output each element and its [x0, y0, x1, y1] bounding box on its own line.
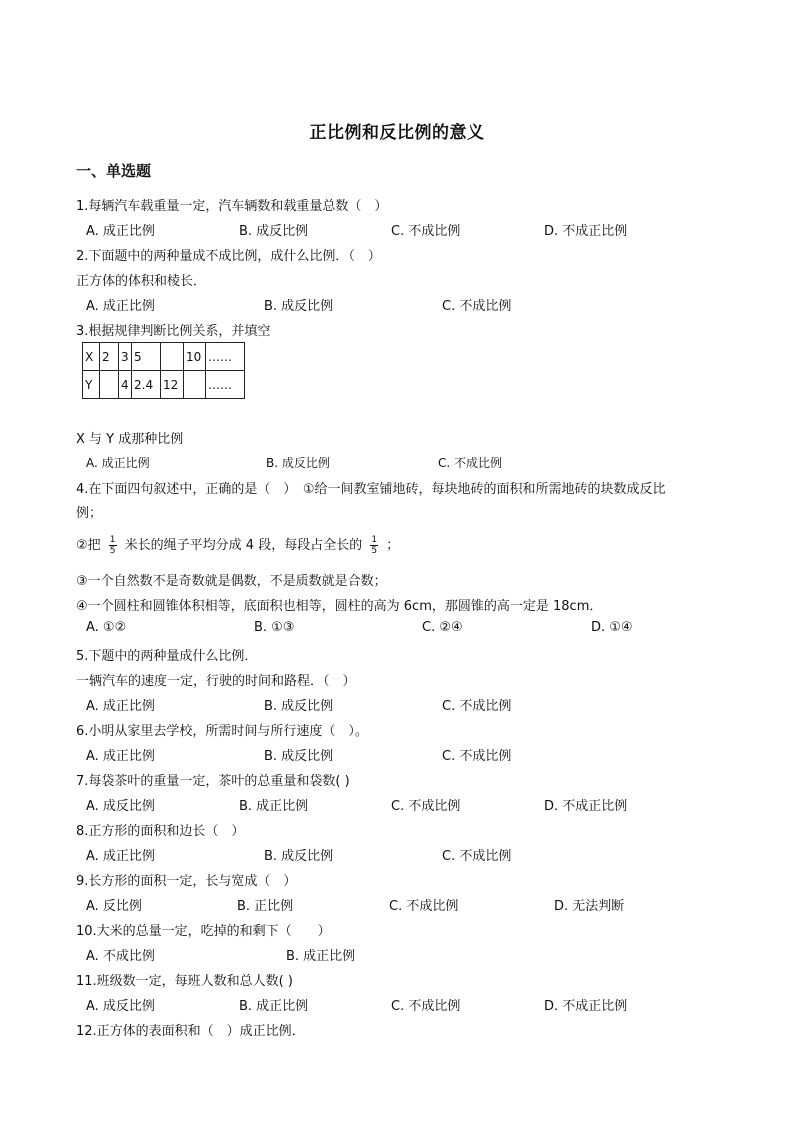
question-12: 12.正方体的表面积和（ ）成正比例．	[76, 1024, 305, 1039]
question-7: 7.每袋茶叶的重量一定，茶叶的总重量和袋数( )	[76, 774, 350, 789]
option-c[interactable]: C. 不成比例	[389, 899, 459, 914]
question-4-statement-4: ④一个圆柱和圆锥体积相等，底面积也相等，圆柱的高为 6cm，那圆锥的高一定是 18cm．	[76, 599, 603, 614]
question-6: 6.小明从家里去学校，所需时间与所行速度（ ）。	[76, 724, 368, 739]
question-4-continued: 例；	[76, 506, 103, 521]
statement-2-middle: 米长的绳子平均分成 4 段，每段占全长的	[124, 538, 363, 553]
option-a[interactable]: A. 成正比例	[86, 456, 150, 470]
option-a[interactable]: A. 反比例	[86, 899, 142, 914]
table-cell: ……	[206, 371, 245, 399]
option-c[interactable]: C. 不成比例	[442, 749, 512, 764]
option-b[interactable]: B. 成反比例	[264, 749, 334, 764]
option-c[interactable]: C. 不成比例	[438, 456, 503, 470]
question-5-statement: 一辆汽车的速度一定，行驶的时间和路程．（ ）	[76, 674, 356, 689]
question-2: 2.下面题中的两种量成不成比例，成什么比例．（ ）	[76, 249, 381, 264]
option-a[interactable]: A. 不成比例	[86, 949, 155, 964]
option-c[interactable]: C. 不成比例	[391, 999, 461, 1014]
table-cell: 12	[161, 371, 184, 399]
table-cell: 2.4	[132, 371, 161, 399]
option-c[interactable]: C. 不成比例	[442, 299, 512, 314]
fraction-denominator: 5	[371, 546, 378, 556]
option-b[interactable]: B. 成正比例	[286, 949, 356, 964]
fraction-numerator: 1	[371, 535, 378, 545]
question-4-statement-3: ③一个自然数不是奇数就是偶数，不是质数就是合数；	[76, 574, 387, 589]
question-3: 3.根据规律判断比例关系，并填空	[76, 324, 271, 339]
option-d[interactable]: D. ①④	[591, 620, 633, 635]
option-c[interactable]: C. ②④	[422, 620, 463, 635]
option-a[interactable]: A. 成正比例	[86, 699, 155, 714]
option-b[interactable]: B. ①③	[254, 620, 295, 635]
question-4-statement-2	[76, 534, 399, 556]
option-a[interactable]: A. 成正比例	[86, 749, 155, 764]
question-9: 9.长方形的面积一定，长与宽成（ ）	[76, 874, 297, 889]
table-cell	[100, 371, 119, 399]
table-cell: Y	[83, 371, 100, 399]
section-heading: 一、单选题	[76, 162, 152, 180]
statement-2-end: ；	[386, 538, 400, 553]
option-b[interactable]: B. 正比例	[237, 899, 294, 914]
option-a[interactable]: A. 成正比例	[86, 299, 155, 314]
option-c[interactable]: C. 不成比例	[391, 799, 461, 814]
page-title: 正比例和反比例的意义	[309, 123, 485, 143]
table-cell	[161, 343, 184, 371]
option-a[interactable]: A. 成反比例	[86, 999, 155, 1014]
question-5: 5.下题中的两种量成什么比例．	[76, 649, 258, 664]
option-d[interactable]: D. 不成正比例	[544, 224, 628, 239]
fraction-one-fifth	[109, 535, 117, 556]
option-b[interactable]: B. 成反比例	[264, 299, 334, 314]
table-cell: 5	[132, 343, 161, 371]
option-b[interactable]: B. 成反比例	[266, 456, 330, 470]
option-b[interactable]: B. 成反比例	[264, 699, 334, 714]
table-cell: 2	[100, 343, 119, 371]
question-1: 1.每辆汽车载重量一定，汽车辆数和载重量总数（ ）	[76, 199, 388, 214]
question-2-statement: 正方体的体积和棱长．	[76, 274, 207, 289]
option-b[interactable]: B. 成反比例	[239, 224, 309, 239]
option-b[interactable]: B. 成正比例	[239, 999, 309, 1014]
table-row	[83, 343, 245, 371]
fraction-denominator: 5	[109, 546, 116, 556]
table-cell: 10	[184, 343, 206, 371]
table-cell: 4	[119, 371, 132, 399]
table-cell: ……	[206, 343, 245, 371]
fraction-one-fifth	[370, 535, 378, 556]
option-c[interactable]: C. 不成比例	[442, 699, 512, 714]
option-d[interactable]: D. 无法判断	[554, 899, 625, 914]
option-a[interactable]: A. 成正比例	[86, 849, 155, 864]
option-a[interactable]: A. 成正比例	[86, 224, 155, 239]
table-cell: X	[83, 343, 100, 371]
option-b[interactable]: B. 成反比例	[264, 849, 334, 864]
question-11: 11.班级数一定，每班人数和总人数( )	[76, 974, 293, 989]
option-c[interactable]: C. 不成比例	[391, 224, 461, 239]
fraction-numerator: 1	[109, 535, 116, 545]
xy-table	[82, 342, 245, 399]
option-d[interactable]: D. 不成正比例	[544, 799, 628, 814]
option-a[interactable]: A. ①②	[86, 620, 127, 635]
question-10: 10.大米的总量一定，吃掉的和剩下（ ）	[76, 924, 331, 939]
table-cell: 3	[119, 343, 132, 371]
question-3-statement: X 与 Y 成那种比例	[76, 432, 184, 447]
option-b[interactable]: B. 成正比例	[239, 799, 309, 814]
table-cell	[184, 371, 206, 399]
option-a[interactable]: A. 成反比例	[86, 799, 155, 814]
statement-2-start: ②把	[76, 538, 101, 553]
table-row	[83, 371, 245, 399]
question-4: 4.在下面四句叙述中，正确的是（ ） ①给一间教室铺地砖，每块地砖的面积和所需地砖的块数成反比	[76, 482, 666, 497]
question-8: 8.正方形的面积和边长（ ）	[76, 824, 245, 839]
option-d[interactable]: D. 不成正比例	[544, 999, 628, 1014]
option-c[interactable]: C. 不成比例	[442, 849, 512, 864]
